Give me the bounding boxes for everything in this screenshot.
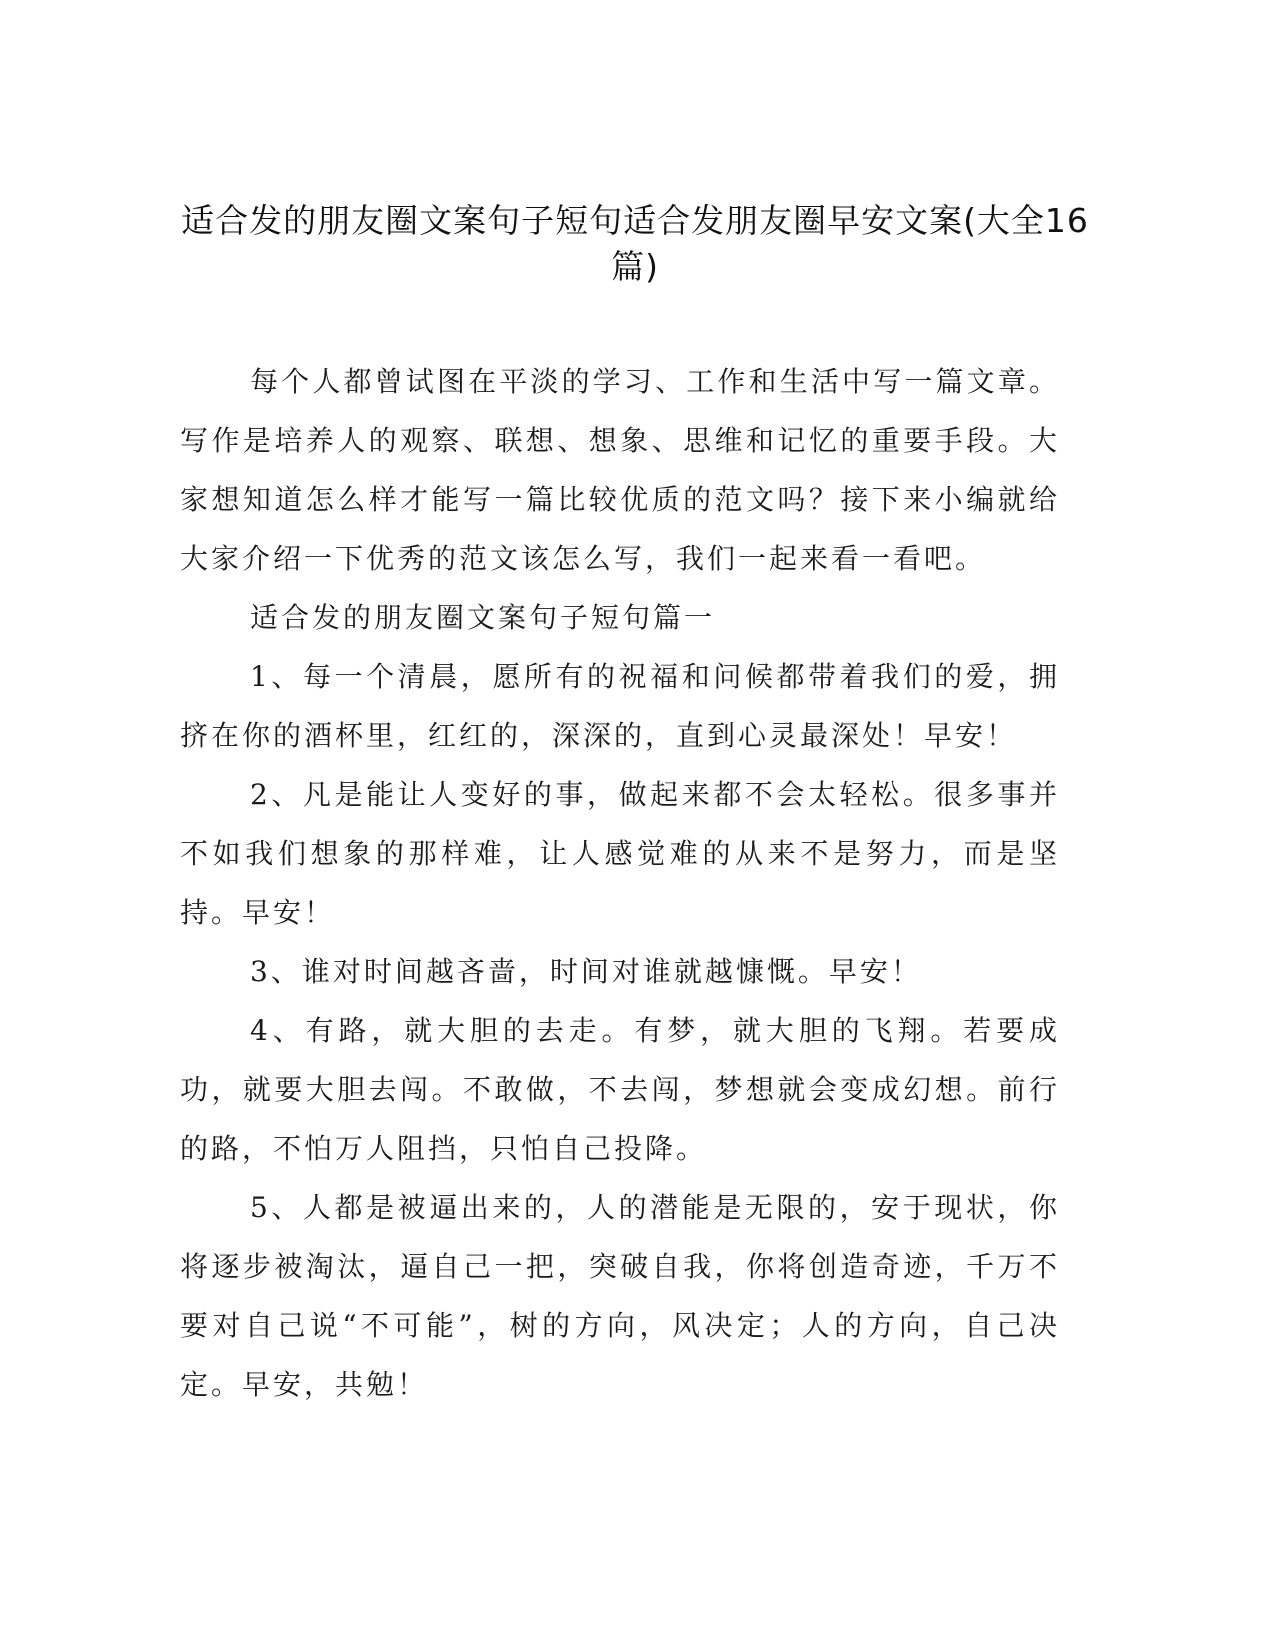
document-body bbox=[180, 352, 1060, 1414]
list-item: 5、人都是被逼出来的，人的潜能是无限的，安于现状，你将逐步被淘汰，逼自己一把，突破自我，你将创造奇迹，千万不要对自己说“不可能”，树的方向，风决定；人的方向，自己决定。早安，共勉！ bbox=[180, 1191, 1060, 1401]
list-item: 4、有路，就大胆的去走。有梦，就大胆的飞翔。若要成功，就要大胆去闯。不敢做，不去闯，梦想就会变成幻想。前行的路，不怕万人阻挡，只怕自己投降。 bbox=[180, 1014, 1060, 1165]
list-item: 1、每一个清晨，愿所有的祝福和问候都带着我们的爱，拥挤在你的酒杯里，红红的，深深的，直到心灵最深处！早安！ bbox=[180, 660, 1060, 752]
document-title: 适合发的朋友圈文案句子短句适合发朋友圈早安文案(大全16篇) bbox=[181, 201, 1089, 286]
list-item: 3、谁对时间越吝啬，时间对谁就越慷慨。早安！ bbox=[250, 955, 922, 988]
section-heading: 适合发的朋友圈文案句子短句篇一 bbox=[250, 601, 716, 634]
list-item: 2、凡是能让人变好的事，做起来都不会太轻松。很多事并不如我们想象的那样难，让人感觉难的从来不是努力，而是坚持。早安！ bbox=[180, 778, 1060, 929]
intro-paragraph: 每个人都曾试图在平淡的学习、工作和生活中写一篇文章。写作是培养人的观察、联想、想象、思维和记忆的重要手段。大家想知道怎么样才能写一篇比较优质的范文吗？接下来小编就给大家介绍一下优秀的范文该怎么写，我们一起来看一看吧。 bbox=[180, 365, 1060, 575]
